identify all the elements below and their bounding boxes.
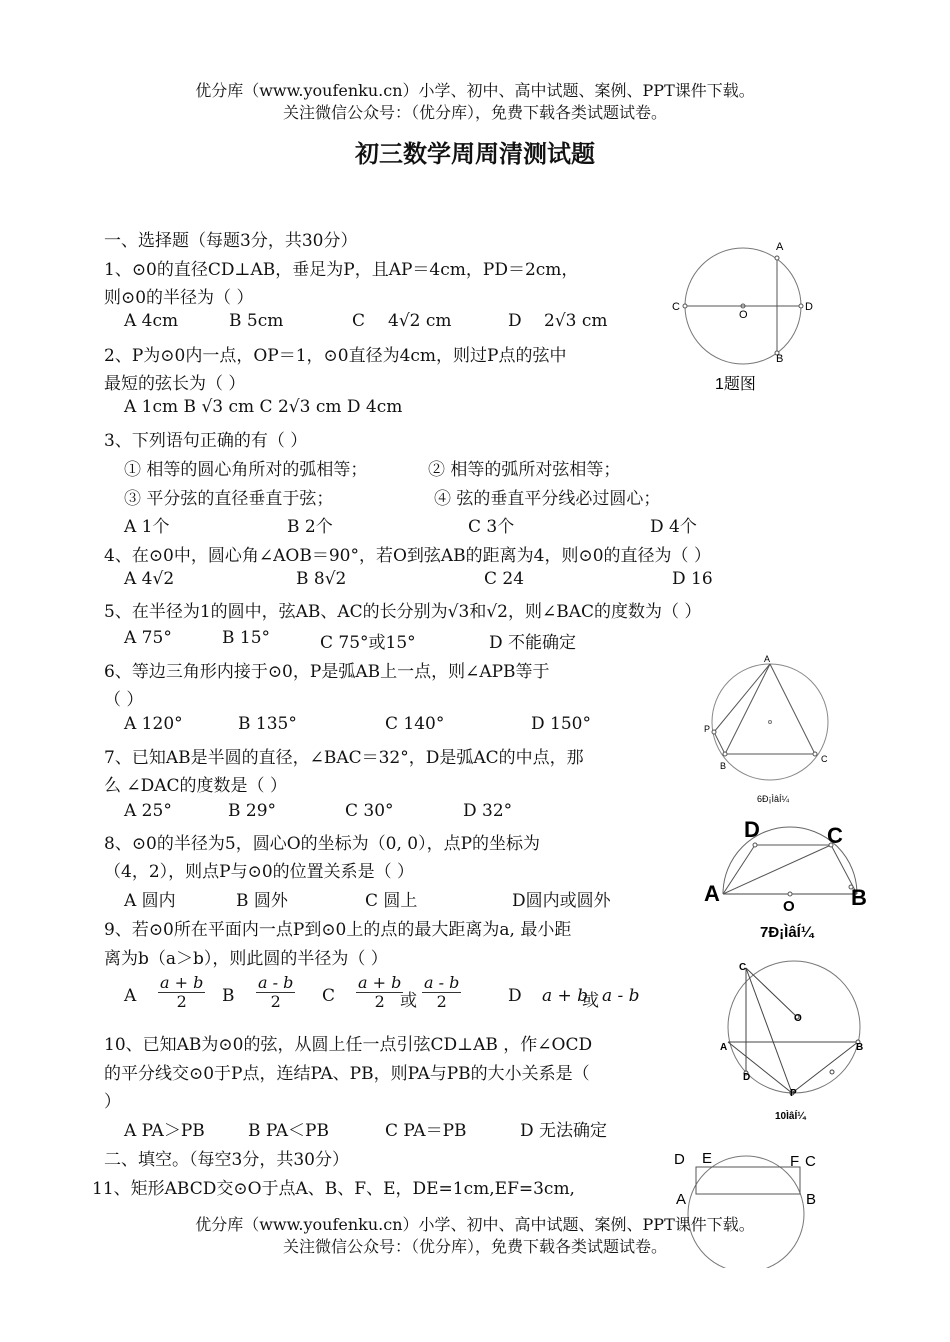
footer-line-2: 关注微信公众号：（优分库），免费下载各类试题试卷。 [282,1237,667,1256]
figure-6 [700,652,840,810]
q3-option-c: C 3个 [468,517,515,537]
q10-option-c: C PA＝PB [385,1121,467,1141]
fig1-caption: 1题图 [715,376,756,393]
q6-option-b: B 135° [238,714,297,734]
q9-option-c-frac-1 [356,974,403,1011]
q9-option-c-frac-2 [422,974,461,1011]
q6-option-a: A 120° [124,714,183,734]
q9-option-c-label: C [322,986,336,1006]
q9-option-d-expr-2: a - b [602,986,640,1006]
fig7-label-a: A [704,881,720,906]
q9-option-b-label: B [222,986,235,1006]
q5-stem: 5、在半径为1的圆中，弦AB、AC的长分别为√3和√2，则∠BAC的度数为（ ） [104,602,702,622]
q9-b-denominator: 2 [270,992,281,1011]
q11-stem: 11、矩形ABCD交⊙O于点A、B、F、E，DE=1cm,EF=3cm, [92,1179,575,1199]
q7-option-d: D 32° [463,801,513,821]
figure-1 [668,238,828,408]
q5-option-a: A 75° [124,628,172,648]
q10-stem-line-1: 10、已知AB为⊙0的弦，从圆上任一点引弦CD⊥AB ，作∠OCD [104,1035,593,1055]
fig1-label-o: O [739,309,748,321]
q3-stem: 3、下列语句正确的有（ ） [104,431,308,451]
q5-option-b: B 15° [222,628,271,648]
fig10-label-c: C [739,962,747,973]
q9-stem-line-2: 离为b（a＞b），则此圆的半径为（ ） [104,949,388,969]
figure-10 [712,955,872,1125]
q9-option-b-frac [256,974,295,1011]
q9-c-numerator-1: a + b [358,973,402,992]
q10-stem-line-3: ） [104,1092,121,1112]
fig11-label-d: D [674,1151,685,1168]
q9-b-numerator: a - b [258,973,294,992]
q9-option-a-frac [158,974,205,1011]
fig6-label-p: P [704,724,711,734]
fig6-caption: 6Ð¡ÌâÍ¼ [757,794,790,804]
q2-options: A 1cm B √3 cm C 2√3 cm D 4cm [124,397,403,417]
q10-option-d: D 无法确定 [520,1121,608,1141]
q8-option-d: D圆内或圆外 [512,891,611,911]
q1-stem-line-1: 1、⊙0的直径CD⊥AB，垂足为P，且AP＝4cm，PD＝2cm， [104,260,579,280]
q8-stem-line-1: 8、⊙0的半径为5，圆心O的坐标为（0, 0），点P的坐标为 [104,834,541,854]
q9-option-d-expr-1: a + b [542,986,589,1006]
q7-option-c: C 30° [345,801,394,821]
q4-option-a: A 4√2 [124,569,175,589]
q3-statement-3: ③ 平分弦的直径垂直于弦； [124,489,334,509]
q9-option-c-or: 或 [400,991,417,1011]
section-1-heading: 一、选择题（每题3分，共30分） [104,231,358,251]
fig7-label-d: D [744,817,760,842]
q3-statement-1: ① 相等的圆心角所对的弧相等； [124,460,368,480]
q9-a-denominator: 2 [176,992,187,1011]
q4-option-d: D 16 [672,569,713,589]
q4-stem: 4、在⊙0中，圆心角∠AOB＝90°，若O到弦AB的距离为4，则⊙0的直径为（ ） [104,546,711,566]
q7-option-b: B 29° [228,801,277,821]
header-line-1: 优分库（www.youfenku.cn）小学、初中、高中试题、案例、PPT课件下载。 [195,81,755,100]
fig6-label-c: C [821,754,828,764]
q1-option-d-label: D [508,311,522,331]
section-2-heading: 二、填空。（每空3分，共30分） [104,1150,349,1170]
q9-a-numerator: a + b [160,973,204,992]
fig11-label-a: A [676,1191,687,1208]
fig11-label-b: B [806,1191,817,1208]
fig7-label-o: O [783,898,795,915]
q3-option-d: D 4个 [650,517,697,537]
q3-option-a: A 1个 [124,517,170,537]
figure-7 [700,815,875,945]
fig11-label-c: C [805,1153,816,1170]
q8-option-c: C 圆上 [365,891,418,911]
q10-stem-line-2: 的平分线交⊙0于P点，连结PA、PB，则PA与PB的大小关系是（ [104,1064,590,1084]
q5-option-d: D 不能确定 [489,633,577,653]
q8-option-b: B 圆外 [236,891,288,911]
fig7-caption: 7Ð¡ÌâÍ¼ [760,924,814,941]
fig10-label-d: D [743,1072,751,1083]
page-title: 初三数学周周清测试题 [355,140,595,168]
q4-option-c: C 24 [484,569,525,589]
footer-line-1: 优分库（www.youfenku.cn）小学、初中、高中试题、案例、PPT课件下载。 [195,1215,755,1234]
q9-option-d-label: D [508,986,522,1006]
fig1-label-d: D [805,301,813,313]
q3-option-b: B 2个 [287,517,333,537]
q1-option-d-value: 2√3 cm [544,311,608,331]
fig11-label-e: E [702,1150,713,1167]
q8-stem-line-2: （4，2），则点P与⊙0的位置关系是（ ） [104,862,415,882]
fig7-label-b: B [851,885,867,910]
fig6-label-b: B [720,761,727,771]
q9-option-d-or: 或 [582,991,599,1011]
q9-c-numerator-2: a - b [424,973,460,992]
q2-stem-line-1: 2、P为⊙0内一点，OP＝1，⊙0直径为4cm，则过P点的弦中 [104,346,567,366]
q1-option-b: B 5cm [229,311,284,331]
fig10-label-o: O [794,1013,802,1024]
q9-c-denominator-1: 2 [374,992,385,1011]
q1-option-c-label: C [352,311,366,331]
q10-option-a: A PA＞PB [124,1121,205,1141]
q1-option-a: A 4cm [124,311,179,331]
fig10-label-b: B [856,1042,864,1053]
q3-statement-4: ④ 弦的垂直平分线必过圆心； [434,489,661,509]
fig1-label-b: B [776,353,784,365]
q9-option-a-label: A [124,986,137,1006]
header-line-2: 关注微信公众号：（优分库），免费下载各类试题试卷。 [282,103,667,122]
q1-stem-line-2: 则⊙0的半径为（ ） [104,288,254,308]
fig6-label-a: A [764,654,771,664]
q2-stem-line-2: 最短的弦长为（ ） [104,374,246,394]
q9-c-denominator-2: 2 [436,992,447,1011]
q8-option-a: A 圆内 [124,891,176,911]
fig10-caption: 10ÌâÍ¼ [775,1111,806,1122]
fig7-label-c: C [827,823,843,848]
fig1-label-a: A [776,241,784,253]
q6-option-d: D 150° [531,714,591,734]
q6-option-c: C 140° [385,714,445,734]
q7-stem-line-2: 么 ∠DAC的度数是（ ） [104,776,287,796]
q5-option-c: C 75°或15° [320,633,416,653]
fig10-label-p: P [790,1088,797,1099]
q3-statement-2: ② 相等的弧所对弦相等； [428,460,621,480]
q6-stem-line-2: （ ） [104,690,144,710]
q4-option-b: B 8√2 [296,569,347,589]
q7-stem-line-1: 7、已知AB是半圆的直径，∠BAC＝32°，D是弧AC的中点，那 [104,748,584,768]
q10-option-b: B PA＜PB [248,1121,329,1141]
fig1-label-c: C [672,301,680,313]
q1-option-c-value: 4√2 cm [388,311,452,331]
q6-stem-line-1: 6、等边三角形内接于⊙0，P是弧AB上一点，则∠APB等于 [104,662,550,682]
fig11-label-f: F [790,1153,800,1170]
fig10-label-a: A [720,1042,728,1053]
q7-option-a: A 25° [124,801,172,821]
q9-stem-line-1: 9、若⊙0所在平面内一点P到⊙0上的点的最大距离为a, 最小距 [104,920,572,940]
